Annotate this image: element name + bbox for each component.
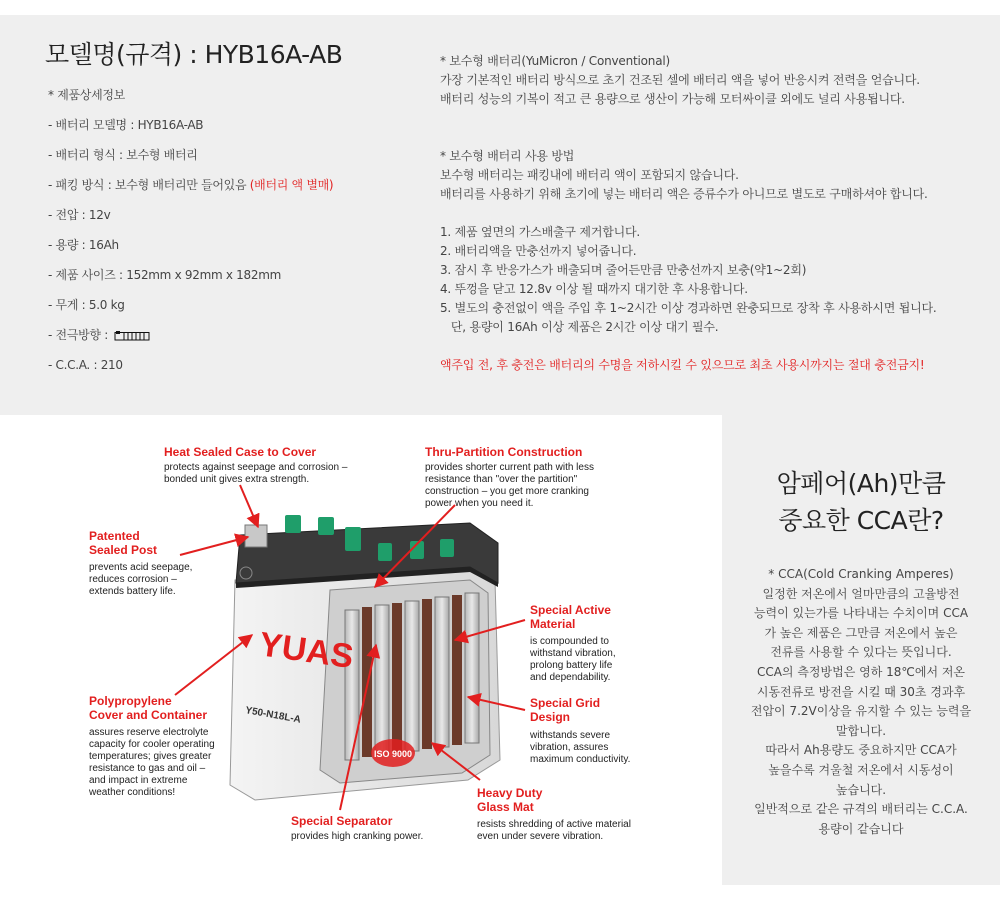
svg-text:ISO 9000: ISO 9000 [373,749,413,759]
info-text: 배터리 성능의 기복이 적고 큰 용량으로 생산이 가능해 모터싸이클 외에도 널리 사용됩니다. [440,92,905,106]
terminal-post [245,525,267,547]
info-text: 보수형 배터리는 패킹내에 배터리 액이 포함되지 않습니다. [440,168,739,182]
usage-step: 단, 용량이 16Ah 이상 제품은 2시간 이상 대기 필수. [440,320,719,334]
spec-cca: - C.C.A. : 210 [48,358,123,372]
brand-logo: YUAS [256,625,356,677]
label-thru-partition-title: Thru-Partition Construction [425,445,583,459]
label-active-material-title: Special Active Material [530,603,611,631]
label-glass-mat-title: Heavy Duty Glass Mat [477,786,543,814]
cca-line: 높을수록 겨울철 저온에서 시동성이 [768,762,954,777]
cca-description [736,565,986,839]
label-polypropylene-desc: assures reserve electrolyte capacity for cooler operating temperatures; gives greater resistance to gas and oil – and impact in extreme weather conditions! [89,727,215,798]
cca-line: 가 높은 제품은 그만큼 저온에서 높은 [764,625,958,640]
info-text: 배터리를 사용하기 위해 초기에 넣는 배터리 액은 증류수가 아니므로 별도로 구매하셔야 합니다. [440,187,928,201]
usage-step: 3. 잠시 후 반응가스가 배출되며 줄어든만큼 만충선까지 보충(약1~2회) [440,263,807,277]
label-heat-sealed-title: Heat Sealed Case to Cover [164,445,317,459]
battery-diagram [0,415,722,900]
info-heading-2: * 보수형 배터리 사용 방법 [440,149,575,163]
cca-line: 말합니다. [835,723,887,738]
spec-heading: * 제품상세정보 [48,88,125,102]
spec-packing-note: (배터리 액 별매) [249,178,334,192]
usage-step: 4. 뚜껑을 닫고 12.8v 이상 될 때까지 대기한 후 사용합니다. [440,282,748,296]
label-active-material-desc: is compounded to withstand vibration, prolong battery life and dependability. [530,636,616,683]
usage-step: 5. 별도의 충전없이 액을 주입 후 1~2시간 이상 경과하면 완충되므로 장착 후 사용하시면 됩니다. [440,301,937,315]
cca-line: 능력이 있는가를 나타내는 수치이며 CCA [753,606,969,621]
label-thru-partition-desc: provides shorter current path with less resistance than "over the partition" construction – you get more cranking power when you need it. [425,462,594,509]
label-grid-design-title: Special Grid Design [530,696,601,724]
info-heading-1: * 보수형 배터리(YuMicron / Conventional) [440,54,670,68]
info-text: 가장 기본적인 배터리 방식으로 초기 건조된 셀에 배터리 액을 넣어 반응시켜 전력을 얻습니다. [440,73,920,87]
spec-capacity: - 용량 : 16Ah [48,238,119,252]
spec-packing-text: - 패킹 방식 : 보수형 배터리만 들어있음 [48,178,247,192]
label-polypropylene-title: Polypropylene Cover and Container [89,694,208,722]
usage-step: 2. 배터리액을 만충선까지 넣어줍니다. [440,244,637,258]
spec-packing [48,170,428,200]
cca-line: 시동전류로 방전을 시킬 때 30초 경과후 [756,684,966,699]
label-grid-design-desc: withstands severe vibration, assures maximum conductivity. [530,730,631,765]
spec-weight: - 무게 : 5.0 kg [48,298,125,312]
cca-line: 전압이 7.2V이상을 유지할 수 있는 능력을 [750,704,972,719]
cca-line: 전류를 사용할 수 있다는 뜻입니다. [770,645,952,660]
spec-type: - 배터리 형식 : 보수형 배터리 [48,148,198,162]
cca-line: * CCA(Cold Cranking Amperes) [768,567,954,581]
spec-list [48,80,428,380]
cca-line: 일반적으로 같은 규격의 배터리는 C.C.A. [754,802,968,817]
cca-line: CCA의 측정방법은 영하 18℃에서 저온 [756,664,966,679]
model-code: Y50-N18L-A [244,705,302,726]
cca-line: 일정한 저온에서 얼마만큼의 고율방전 [762,586,960,601]
cca-info-panel [722,415,1000,885]
spec-model: - 배터리 모델명 : HYB16A-AB [48,118,204,132]
cca-line: 높습니다. [835,782,887,797]
spec-polarity [48,320,428,350]
label-sealed-post-desc: prevents acid seepage, reduces corrosion – extends battery life. [89,562,193,597]
label-separator-title: Special Separator [291,814,393,828]
page-title: 모델명(규격) : HYB16A-AB [45,40,343,69]
label-separator-desc: provides high cranking power. [291,831,424,842]
iso-badge [371,739,415,767]
battery-plates [345,593,479,760]
charge-warning: 액주입 전, 후 충전은 배터리의 수명을 저하시킬 수 있으므로 최초 사용시까지는 절대 충전금지! [440,358,925,372]
cca-line: 용량이 같습니다 [818,821,904,836]
spec-polarity-text: - 전극방향 : [48,328,108,342]
spec-size: - 제품 사이즈 : 152mm x 92mm x 182mm [48,268,281,282]
spec-voltage: - 전압 : 12v [48,208,111,222]
label-glass-mat-desc: resists shredding of active material even under severe vibration. [477,819,631,842]
cca-title: 암페어(Ah)만큼 중요한 CCA란? [776,469,946,535]
battery-polarity-icon [114,331,150,341]
usage-step: 1. 제품 옆면의 가스배출구 제거합니다. [440,225,641,239]
label-sealed-post-title: Patented Sealed Post [89,529,158,557]
cca-line: 따라서 Ah용량도 중요하지만 CCA가 [765,743,957,758]
label-heat-sealed-desc: protects against seepage and corrosion – bonded unit gives extra strength. [164,462,348,485]
usage-info [440,52,985,375]
